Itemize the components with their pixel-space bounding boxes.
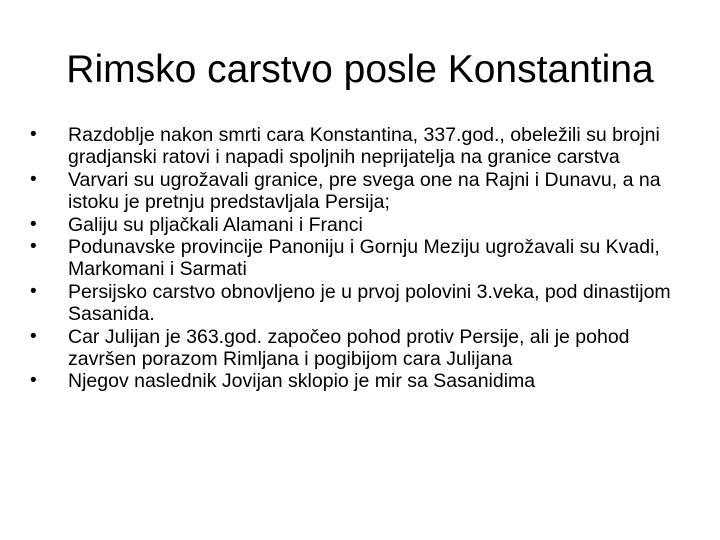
slide-title: Rimsko carstvo posle Konstantina — [66, 48, 654, 91]
bullet-marker: • — [30, 280, 37, 302]
bullet-marker: • — [30, 168, 37, 190]
bullet-item — [26, 370, 702, 392]
bullet-item — [26, 236, 702, 281]
bullet-text: Razdoblje nakon smrti cara Konstantina, 337.god., obeležili su brojni gradjanski ratovi i napadi spoljnih neprijatelja na granice carstva — [68, 124, 660, 169]
bullet-text: Car Julijan je 363.god. započeo pohod protiv Persije, ali je pohod završen porazom Rimljana i pogibijom cara Julijana — [68, 325, 630, 371]
bullet-marker: • — [30, 325, 37, 347]
bullet-marker: • — [30, 236, 37, 258]
bullet-item — [26, 124, 702, 169]
bullet-text: Varvari su ugrožavali granice, pre svega one na Rajni i Dunavu, a na istoku je pretnju predstavljala Persija; — [68, 168, 661, 214]
bullet-marker: • — [30, 370, 37, 392]
bullet-text: Persijsko carstvo obnovljeno je u prvoj polovini 3.veka, pod dinastijom Sasanida. — [68, 280, 671, 326]
bullet-text: Galiju su pljačkali Alamani i Franci — [68, 213, 363, 236]
bullet-item — [26, 326, 702, 371]
bullet-marker: • — [30, 213, 37, 235]
bullet-list — [26, 124, 702, 393]
bullet-text: Njegov naslednik Jovijan sklopio je mir sa Sasanidima — [68, 370, 536, 393]
bullet-item — [26, 281, 702, 326]
bullet-item — [26, 169, 702, 214]
bullet-marker: • — [30, 124, 37, 145]
bullet-item — [26, 214, 702, 236]
bullet-text: Podunavske provincije Panoniju i Gornju Meziju ugrožavali su Kvadi, Markomani i Sarmati — [68, 236, 660, 281]
